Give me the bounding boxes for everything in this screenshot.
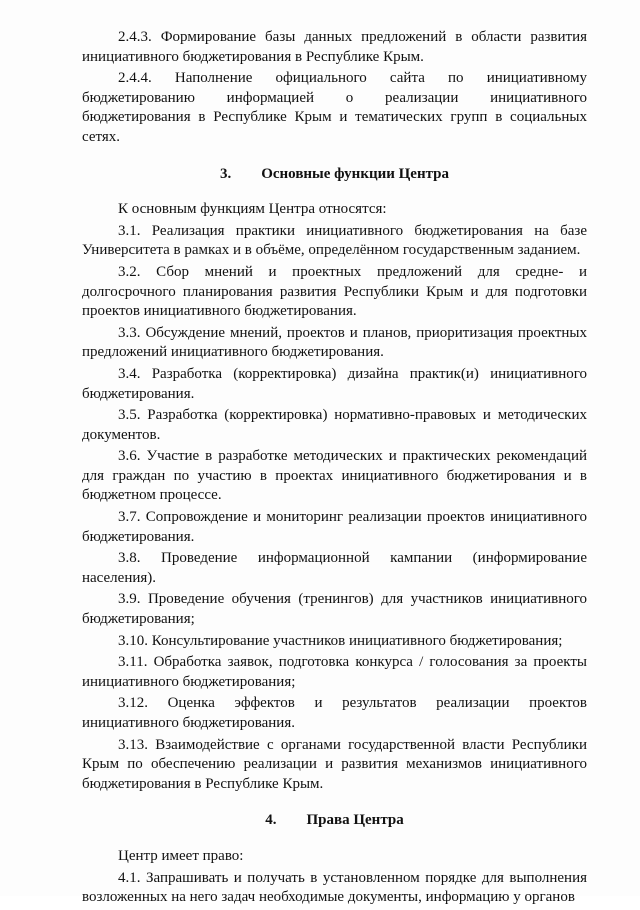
section-3-title: Основные функции Центра (261, 165, 450, 182)
paragraph-3-12: 3.12. Оценка эффектов и результатов реализации проектов инициативного бюджетирования. (82, 695, 587, 731)
paragraph-2-4-4: 2.4.4. Наполнение официального сайта по инициативному бюджетированию информацией о реализации инициативного бюджетирования в Республике Крым и тематических групп в социальных сетях. (82, 70, 587, 145)
section-3-number: 3. (219, 165, 232, 182)
paragraph-3-13: 3.13. Взаимодействие с органами государственной власти Республики Крым по обеспечению реализации и развития механизмов инициативного бюджетирования в Республике Крым. (82, 736, 587, 792)
section-4-title: Права Центра (306, 812, 404, 829)
section-4-heading (82, 811, 587, 831)
section-4-intro: Центр имеет право: (118, 847, 244, 864)
paragraph-3-2: 3.2. Сбор мнений и проектных предложений для средне- и долгосрочного планирования развития Республики Крым и для подготовки проектов инициативного бюджетирования. (82, 263, 587, 320)
paragraph-3-1: 3.1. Реализация практики инициативного бюджетирования на базе Университета в рамках и в объёме, определённом государственным заданием. (82, 222, 587, 259)
paragraph-3-4: 3.4. Разработка (корректировка) дизайна практик(и) инициативного бюджетирования. (82, 365, 587, 402)
paragraph-4-1: 4.1. Запрашивать и получать в установленном порядке для выполнения возложенных на него задач необходимые документы, информацию у органов (82, 869, 587, 906)
paragraph-3-11: 3.11. Обработка заявок, подготовка конкурса / голосования за проекты инициативного бюджетирования; (82, 654, 587, 690)
paragraph-3-3: 3.3. Обсуждение мнений, проектов и планов, приоритизация проектных предложений инициативного бюджетирования. (82, 324, 587, 361)
paragraph-2-4-3: 2.4.3. Формирование базы данных предложений в области развития инициативного бюджетирования в Республике Крым. (82, 29, 587, 65)
section-3-heading (82, 165, 587, 185)
paragraph-3-8: 3.8. Проведение информационной кампании (информирование населения). (82, 550, 587, 586)
paragraph-3-10: 3.10. Консультирование участников инициативного бюджетирования; (118, 632, 563, 649)
section-3-intro: К основным функциям Центра относятся: (118, 201, 387, 218)
document-body (82, 28, 587, 910)
paragraph-3-6: 3.6. Участие в разработке методических и практических рекомендаций для граждан по участию в проектах инициативного бюджетирования и в бюджетном процессе. (82, 448, 587, 504)
paragraph-3-5: 3.5. Разработка (корректировка) нормативно-правовых и методических документов. (82, 407, 587, 443)
paragraph-3-7: 3.7. Сопровождение и мониторинг реализации проектов инициативного бюджетирования. (82, 509, 587, 545)
paragraph-3-9: 3.9. Проведение обучения (тренингов) для участников инициативного бюджетирования; (82, 591, 587, 628)
section-4-number: 4. (265, 812, 277, 829)
